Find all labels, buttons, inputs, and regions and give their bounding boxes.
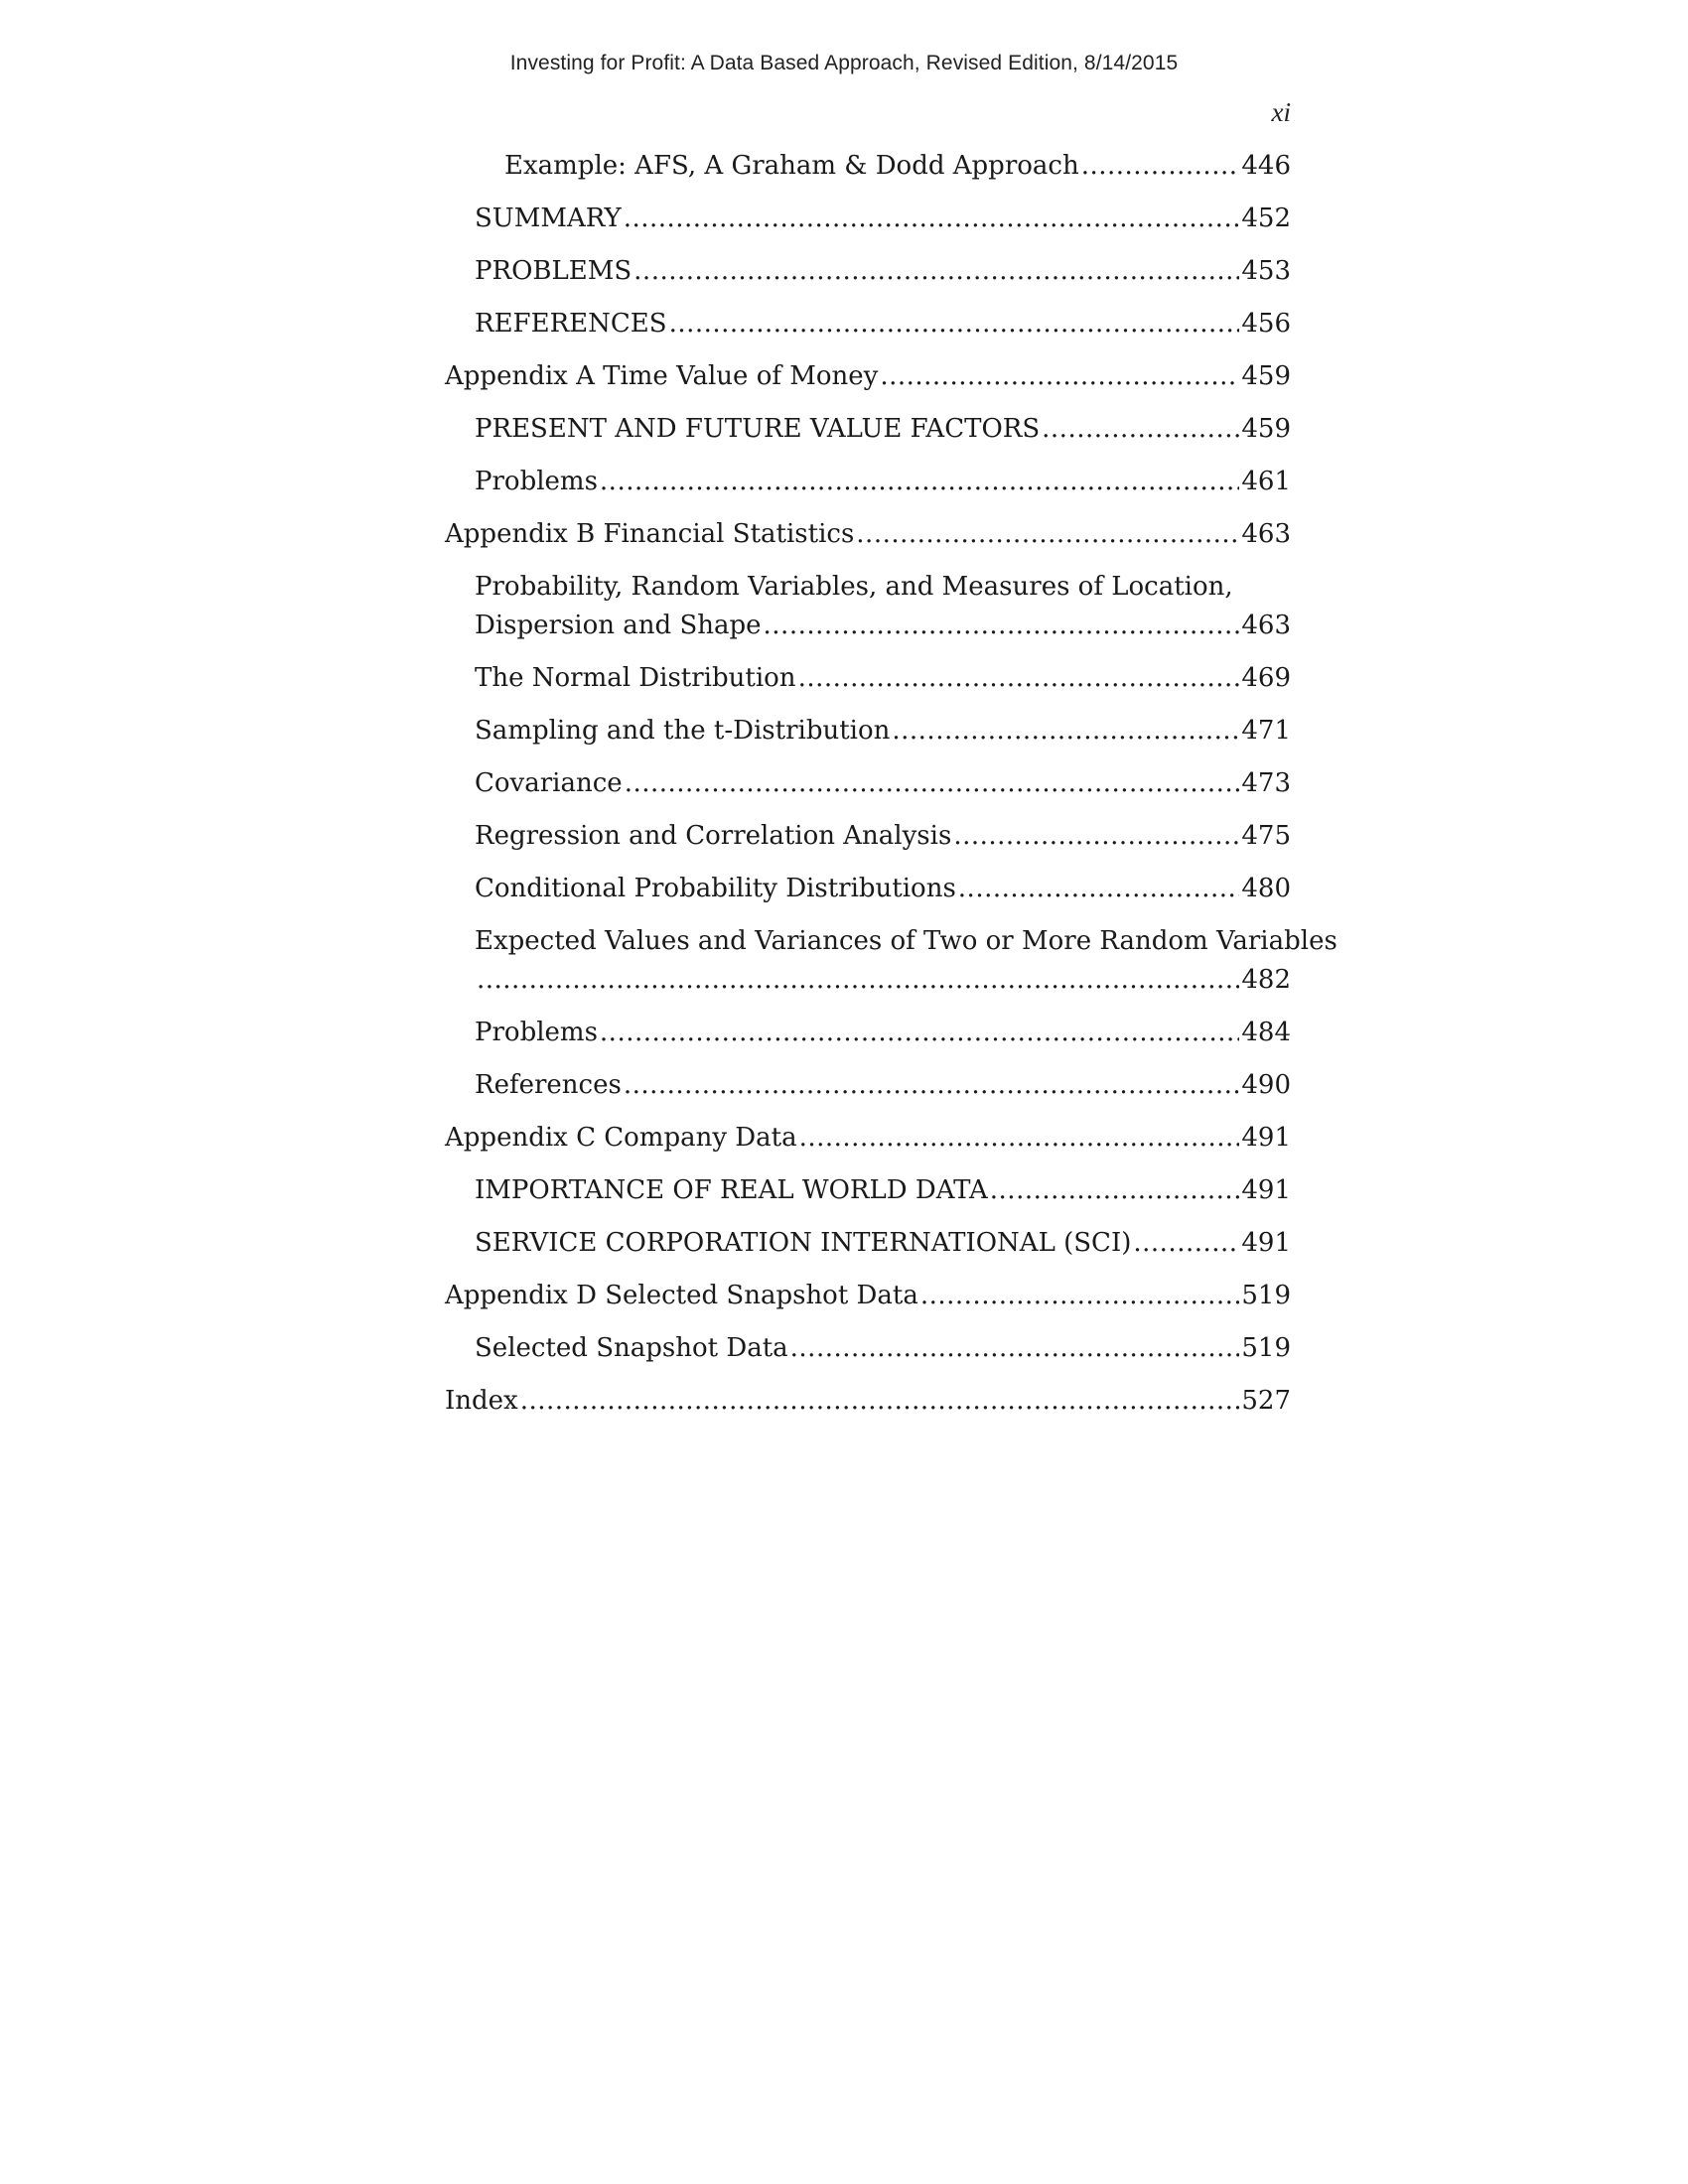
toc-dot-leader [1042, 410, 1239, 449]
toc-entry[interactable] [445, 1171, 1291, 1210]
toc-entry[interactable] [445, 147, 1291, 186]
toc-entry-page: 469 [1241, 663, 1291, 693]
toc-entry-line [475, 961, 1291, 1000]
toc-entry[interactable] [445, 659, 1291, 698]
toc-entry[interactable] [445, 817, 1291, 856]
toc-entry-line [475, 764, 1291, 803]
toc-entry-page: 446 [1241, 151, 1291, 181]
toc-dot-leader [600, 1014, 1239, 1052]
toc-dot-leader [990, 1171, 1240, 1210]
toc-entry-page: 453 [1241, 256, 1291, 286]
toc-entry[interactable] [445, 410, 1291, 449]
toc-entry-page: 456 [1241, 309, 1291, 339]
toc-entry-title: Selected Snapshot Data [475, 1333, 788, 1363]
toc-entry-title: REFERENCES [475, 309, 667, 339]
page-number: xi [1271, 97, 1291, 127]
toc-entry-page: 491 [1241, 1123, 1291, 1153]
toc-entry-line [445, 1119, 1291, 1158]
toc-entry[interactable] [445, 1224, 1291, 1263]
toc-entry-page: 475 [1241, 821, 1291, 851]
toc-entry-title: The Normal Distribution [475, 663, 796, 693]
toc-entry-page: 463 [1241, 519, 1291, 549]
toc-entry-page: 491 [1241, 1228, 1291, 1258]
toc-entry-line [475, 1014, 1291, 1052]
toc-entry-page: 484 [1241, 1018, 1291, 1047]
toc-entry-page: 480 [1241, 874, 1291, 903]
toc-entry-line [475, 712, 1291, 751]
toc-dot-leader [520, 1382, 1240, 1421]
toc-entry-line [475, 305, 1291, 343]
toc-entry-line [475, 463, 1291, 501]
toc-entry-title: Sampling and the t-Distribution [475, 716, 891, 746]
toc-entry[interactable] [445, 200, 1291, 238]
toc-entry-line [475, 817, 1291, 856]
toc-entry-line [445, 1382, 1291, 1421]
toc-dot-leader [856, 515, 1239, 554]
toc-entry-title: Appendix C Company Data [445, 1123, 797, 1153]
toc-entry-title: IMPORTANCE OF REAL WORLD DATA [475, 1175, 988, 1205]
toc-dot-leader [920, 1277, 1240, 1315]
toc-dot-leader [799, 1119, 1240, 1158]
toc-entry[interactable] [445, 305, 1291, 343]
running-header: Investing for Profit: A Data Based Approach, Revised Edition, 8/14/2015 [509, 52, 1179, 74]
toc-entry-title: Covariance [475, 768, 623, 798]
toc-entry-page: 490 [1241, 1070, 1291, 1100]
toc-entry-title-first-line: Probability, Random Variables, and Measures of Location, [475, 572, 1233, 602]
toc-entry-page: 452 [1241, 204, 1291, 233]
toc-entry-line [475, 659, 1291, 698]
toc-entry-title-first-line: Expected Values and Variances of Two or More Random Variables [475, 926, 1337, 956]
toc-dot-leader [477, 961, 1239, 1000]
toc-entry-title: SUMMARY [475, 204, 622, 233]
toc-entry-title: PRESENT AND FUTURE VALUE FACTORS [475, 414, 1041, 444]
toc-entry-title: Problems [475, 467, 598, 496]
toc-entry-line [475, 200, 1291, 238]
toc-dot-leader [669, 305, 1240, 343]
toc-entry-title: References [475, 1070, 622, 1100]
toc-entry[interactable] [445, 1014, 1291, 1052]
toc-dot-leader [953, 817, 1239, 856]
toc-dot-leader [790, 1329, 1240, 1368]
toc-entry-page: 519 [1241, 1281, 1291, 1310]
toc-entry-title: Appendix B Financial Statistics [445, 519, 855, 549]
toc-entry[interactable] [445, 357, 1291, 396]
toc-dot-leader [958, 870, 1240, 908]
toc-entry-page: 459 [1241, 414, 1291, 444]
toc-dot-leader [600, 463, 1239, 501]
toc-entry[interactable] [445, 764, 1291, 803]
toc-entry-page: 459 [1241, 361, 1291, 391]
toc-entry[interactable] [445, 252, 1291, 291]
toc-entry-page: 519 [1241, 1333, 1291, 1363]
toc-entry-title: Regression and Correlation Analysis [475, 821, 952, 851]
toc-dot-leader [892, 712, 1239, 751]
toc-entry-title: Problems [475, 1018, 598, 1047]
toc-entry-title: SERVICE CORPORATION INTERNATIONAL (SCI) [475, 1228, 1132, 1258]
toc-entry-page: 491 [1241, 1175, 1291, 1205]
toc-entry-title: Appendix A Time Value of Money [445, 361, 879, 391]
toc-entry[interactable] [445, 463, 1291, 501]
toc-entry[interactable] [445, 568, 1291, 645]
toc-entry[interactable] [445, 1066, 1291, 1105]
toc-entry-line [504, 147, 1291, 186]
toc-entry-line [475, 1329, 1291, 1368]
toc-entry[interactable] [445, 870, 1291, 908]
toc-entry-line [475, 1066, 1291, 1105]
toc-dot-leader [764, 607, 1240, 645]
toc-entry[interactable] [445, 1329, 1291, 1368]
toc-entry-line [475, 1171, 1291, 1210]
toc-dot-leader [798, 659, 1240, 698]
toc-entry-line [445, 357, 1291, 396]
toc-dot-leader [624, 1066, 1240, 1105]
toc-entry-line [475, 252, 1291, 291]
toc-entry-line [445, 515, 1291, 554]
toc-entry-line [475, 870, 1291, 908]
toc-entry-line [445, 1277, 1291, 1315]
toc-entry[interactable] [445, 712, 1291, 751]
toc-entry[interactable] [445, 1382, 1291, 1421]
toc-entry-line [475, 410, 1291, 449]
toc-dot-leader [880, 357, 1239, 396]
toc-dot-leader [633, 252, 1239, 291]
toc-entry-title: Index [445, 1386, 518, 1416]
toc-entry[interactable] [445, 1277, 1291, 1315]
toc-entry-line [475, 1224, 1291, 1263]
toc-entry-page: 482 [1241, 965, 1291, 995]
toc-entry-title: Conditional Probability Distributions [475, 874, 956, 903]
toc-entry-page: 461 [1241, 467, 1291, 496]
toc-entry[interactable] [445, 922, 1337, 1000]
table-of-contents [445, 147, 1337, 1434]
toc-entry-page: 471 [1241, 716, 1291, 746]
toc-entry-title: Appendix D Selected Snapshot Data [445, 1281, 918, 1310]
toc-dot-leader [1133, 1224, 1239, 1263]
toc-entry[interactable] [445, 1119, 1291, 1158]
toc-entry-page: 527 [1241, 1386, 1291, 1416]
toc-dot-leader [1081, 147, 1240, 186]
toc-entry[interactable] [445, 515, 1291, 554]
toc-dot-leader [625, 764, 1240, 803]
toc-entry-line [475, 607, 1291, 645]
toc-entry-title: Example: AFS, A Graham & Dodd Approach [504, 151, 1079, 181]
toc-dot-leader [624, 200, 1240, 238]
toc-entry-title: PROBLEMS [475, 256, 633, 286]
toc-entry-page: 463 [1241, 611, 1291, 640]
toc-entry-page: 473 [1241, 768, 1291, 798]
toc-entry-title: Dispersion and Shape [475, 611, 762, 640]
